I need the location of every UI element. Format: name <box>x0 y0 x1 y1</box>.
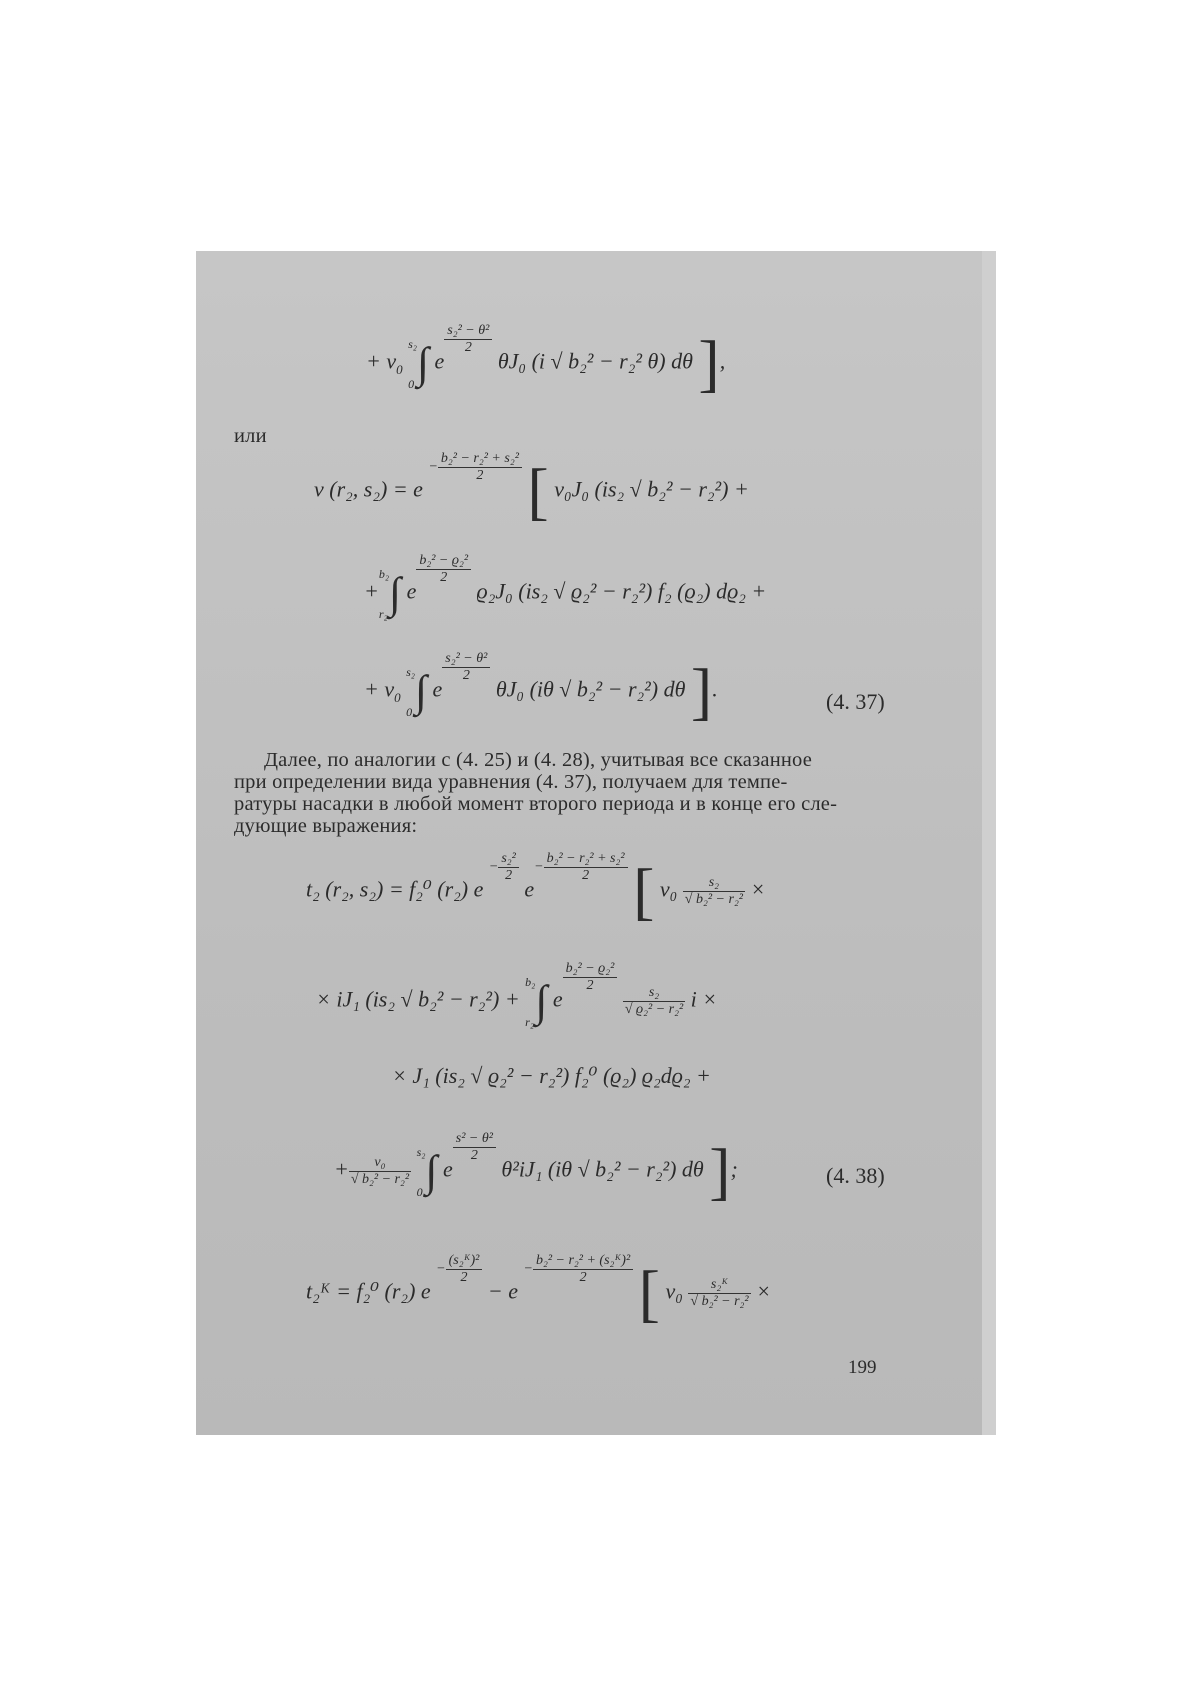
equation-number-4-37: (4. 37) <box>826 689 885 714</box>
paragraph-line-4: дующие выражения: <box>234 815 418 837</box>
page-edge-shadow <box>982 251 996 1435</box>
formula-line-1: + $v_0$ s₂ 0∫ e $\frac{\text{s₂² − θ²}}{2}$ θJ₀ (i √ b₂² − r₂² θ) dθ ], <box>366 323 726 399</box>
formula-line-3: +b₂ r₂∫ e $\frac{\text{b₂² − ϱ₂²}}{2}$ ϱ₂J₀ (is₂ √ ϱ₂² − r₂²) f₂ (ϱ₂) dϱ₂ + <box>364 553 767 621</box>
equation-number-4-38: (4. 38) <box>826 1163 885 1188</box>
page-number: 199 <box>848 1357 877 1378</box>
formula-line-8: + $\frac{\text{v₀}}{\text{√ b₂² − r₂²}}$ s₂ 0∫ e $\frac{\text{s² − θ²}}{2}$ θ²iJ₁ (iθ √ b₂² − r₂²) dθ ]; <box>334 1131 738 1207</box>
formula-line-5: t₂ (r₂, s₂) = f₂⁰ (r₂) e − $\frac{\text{s₂²}}{2}$ e− $\frac{\text{b₂² − r₂² + s₂²}}{2}$ [ v₀ $\frac{\text{s₂}}{\text{√ b₂² − r₂²}}$ × <box>306 851 766 927</box>
paragraph-line-2: при определении вида уравнения (4. 37), получаем для темпе- <box>234 771 788 793</box>
paragraph-line-3: ратуры насадки в любой момент второго периода и в конце его сле- <box>234 793 838 815</box>
formula-line-9: t₂ᴷ = f₂⁰ (r₂) e − $\frac{\text{(s₂ᴷ)²}}{2}$ − e − $\frac{\text{b₂² − r₂² + (s₂ᴷ)²}}{2}$ [ v₀ $\frac{\text{s₂ᴷ}}{\text{√ b₂² − r₂²}}$ × <box>306 1253 771 1329</box>
formula-line-4: + $v_0$ s₂ 0∫ e $\frac{\text{s₂² − θ²}}{2}$ θJ₀ (iθ √ b₂² − r₂²) dθ ]. <box>364 651 718 727</box>
formula-line-6: × iJ₁ (is₂ √ b₂² − r₂²) + b₂ r₂∫ e $\frac{\text{b₂² − ϱ₂²}}{2}$ $\frac{\text{s₂}}{\text{√ ϱ₂² − r₂²}}$ i × <box>316 961 718 1029</box>
scanned-page <box>196 251 996 1435</box>
word-ili: или <box>234 425 267 447</box>
formula-line-7: × J₁ (is₂ √ ϱ₂² − r₂²) f₂⁰ (ϱ₂) ϱ₂dϱ₂ + <box>392 1063 711 1088</box>
formula-line-2: v (r₂, s₂) = e − $\frac{\text{b₂² − r₂² + s₂²}}{2}$ [ v₀J₀ (is₂ √ b₂² − r₂²) + <box>314 451 749 527</box>
paragraph-line-1: Далее, по аналогии с (4. 25) и (4. 28), учитывая все сказанное <box>264 749 813 771</box>
